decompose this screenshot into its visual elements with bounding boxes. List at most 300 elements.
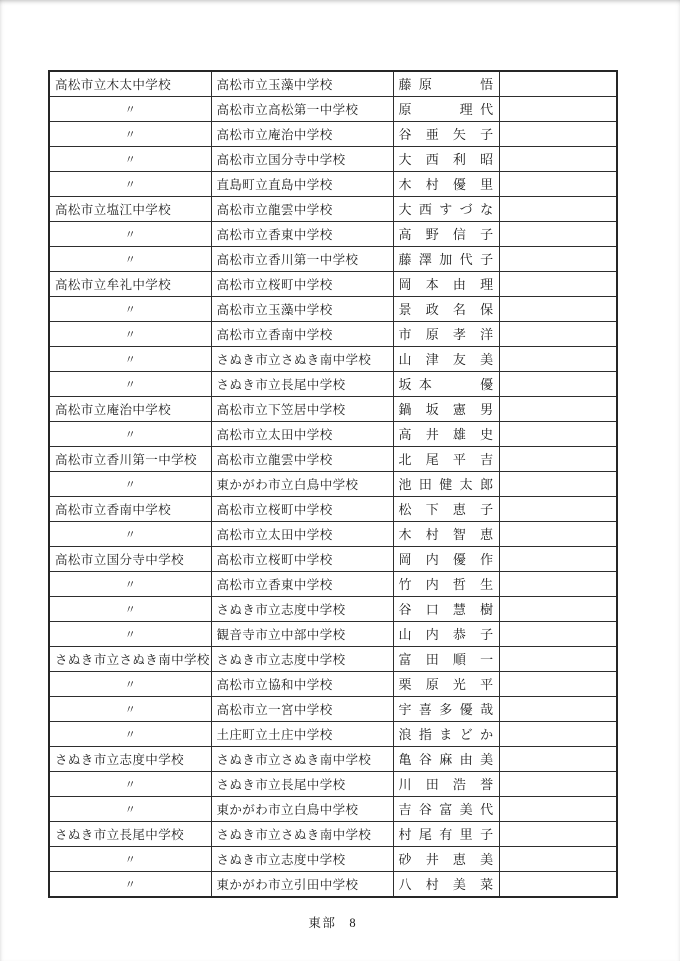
table-row [49, 297, 617, 322]
school-a-cell: 〃 [49, 347, 211, 372]
name-character: 砂 [398, 851, 412, 867]
note-cell [499, 172, 617, 197]
school-a-cell: 〃 [49, 672, 211, 697]
person-name-cell [393, 472, 499, 497]
name-character [419, 103, 432, 116]
name-character: 多 [439, 701, 453, 717]
name-character: 富 [439, 801, 453, 817]
person-name [399, 753, 494, 766]
name-character: 木 [398, 526, 412, 542]
person-name [399, 353, 494, 366]
note-cell [499, 372, 617, 397]
name-character: ど [459, 726, 474, 742]
name-character: 村 [398, 826, 412, 842]
name-character: 理 [459, 101, 474, 117]
name-character: 健 [439, 476, 453, 492]
person-name-cell [393, 322, 499, 347]
name-character: 富 [398, 651, 412, 667]
name-character: 智 [452, 526, 467, 542]
school-b-cell: さぬき市立長尾中学校 [211, 772, 393, 797]
person-name-cell [393, 797, 499, 822]
school-b-cell: 東かがわ市立引田中学校 [211, 872, 393, 898]
person-name [399, 603, 494, 616]
school-b-cell: 東かがわ市立白鳥中学校 [211, 472, 393, 497]
table-row [49, 822, 617, 847]
note-cell [499, 822, 617, 847]
name-character: 松 [398, 501, 412, 517]
name-character: 由 [459, 751, 474, 767]
name-character: 美 [480, 751, 494, 767]
school-a-cell: 〃 [49, 422, 211, 447]
name-character: 代 [480, 801, 494, 817]
table-row [49, 622, 617, 647]
name-character: 利 [452, 151, 467, 167]
note-cell [499, 122, 617, 147]
school-a-cell: 〃 [49, 522, 211, 547]
name-character: 本 [425, 276, 440, 292]
school-b-cell: 高松市立桜町中学校 [211, 272, 393, 297]
note-cell [499, 672, 617, 697]
name-character: 政 [425, 301, 440, 317]
name-character: 亀 [398, 751, 412, 767]
person-name-cell [393, 447, 499, 472]
name-character: 名 [452, 301, 467, 317]
person-name [399, 853, 494, 866]
person-name [399, 703, 494, 716]
name-character [460, 78, 473, 91]
name-character [439, 378, 452, 391]
name-character: 平 [480, 676, 494, 692]
school-b-cell: さぬき市立志度中学校 [211, 847, 393, 872]
name-character: 山 [398, 351, 412, 367]
table-row [49, 322, 617, 347]
school-a-cell: 高松市立庵治中学校 [49, 397, 211, 422]
name-character: 内 [425, 626, 440, 642]
note-cell [499, 497, 617, 522]
table-row [49, 197, 617, 222]
table-row [49, 147, 617, 172]
name-character: 史 [480, 426, 494, 442]
name-character: 谷 [398, 126, 412, 142]
person-name-cell [393, 422, 499, 447]
name-character: 坂 [425, 401, 440, 417]
note-cell [499, 447, 617, 472]
school-a-cell: 〃 [49, 622, 211, 647]
table-row [49, 872, 617, 898]
table-row [49, 397, 617, 422]
school-b-cell: 高松市立一宮中学校 [211, 697, 393, 722]
name-character [439, 103, 452, 116]
footer-section-label: 東部 [308, 916, 337, 930]
name-character: 子 [480, 126, 494, 142]
school-a-cell: 〃 [49, 372, 211, 397]
school-b-cell: 高松市立玉藻中学校 [211, 297, 393, 322]
name-character: 慧 [452, 601, 467, 617]
table-row [49, 597, 617, 622]
table-row [49, 122, 617, 147]
note-cell [499, 772, 617, 797]
name-character: 美 [459, 801, 474, 817]
name-character: 孝 [452, 326, 467, 342]
name-character: 北 [398, 451, 412, 467]
table-row [49, 522, 617, 547]
note-cell [499, 722, 617, 747]
name-character: 高 [398, 426, 412, 442]
note-cell [499, 697, 617, 722]
name-character: 喜 [418, 701, 433, 717]
school-b-cell: さぬき市立志度中学校 [211, 647, 393, 672]
table-row [49, 747, 617, 772]
note-cell [499, 97, 617, 122]
name-character: 菜 [480, 876, 494, 892]
name-character: 原 [398, 101, 412, 117]
table-row [49, 547, 617, 572]
name-character: 里 [480, 176, 494, 192]
name-character: 宇 [398, 701, 412, 717]
school-a-cell: 〃 [49, 797, 211, 822]
school-a-cell: 〃 [49, 297, 211, 322]
name-character: 谷 [418, 801, 433, 817]
name-character: 津 [425, 351, 440, 367]
note-cell [499, 472, 617, 497]
name-character: 大 [398, 151, 412, 167]
school-b-cell: 高松市立龍雲中学校 [211, 447, 393, 472]
name-character: 栗 [398, 676, 412, 692]
school-a-cell: 〃 [49, 222, 211, 247]
school-a-cell: 〃 [49, 872, 211, 898]
person-name-cell [393, 372, 499, 397]
name-character: 男 [480, 401, 494, 417]
name-character: 竹 [398, 576, 412, 592]
person-name-cell [393, 197, 499, 222]
school-b-cell: 東かがわ市立白鳥中学校 [211, 797, 393, 822]
school-b-cell: さぬき市立さぬき南中学校 [211, 822, 393, 847]
table-row [49, 722, 617, 747]
name-character: 原 [425, 676, 440, 692]
person-name-cell [393, 497, 499, 522]
school-b-cell: 高松市立香川第一中学校 [211, 247, 393, 272]
school-b-cell: 高松市立太田中学校 [211, 522, 393, 547]
name-character: 代 [459, 251, 474, 267]
school-b-cell: 直島町立直島中学校 [211, 172, 393, 197]
school-b-cell: 高松市立庵治中学校 [211, 122, 393, 147]
person-name-cell [393, 572, 499, 597]
person-name-cell [393, 172, 499, 197]
name-character: 八 [398, 876, 412, 892]
name-character: 光 [452, 676, 467, 692]
person-name-cell [393, 297, 499, 322]
school-b-cell: 高松市立玉藻中学校 [211, 71, 393, 97]
name-character: 下 [425, 501, 440, 517]
name-character: 谷 [418, 751, 433, 767]
person-name [399, 153, 494, 166]
name-character: 村 [425, 526, 440, 542]
name-character: 昭 [480, 151, 494, 167]
name-character: 吉 [398, 801, 412, 817]
name-character: 景 [398, 301, 412, 317]
person-name [399, 803, 494, 816]
name-character: 谷 [398, 601, 412, 617]
person-name-cell [393, 597, 499, 622]
school-a-cell: さぬき市立志度中学校 [49, 747, 211, 772]
name-character: 田 [425, 651, 440, 667]
person-name-cell [393, 722, 499, 747]
school-a-cell: 高松市立香南中学校 [49, 497, 211, 522]
person-name [399, 428, 494, 441]
note-cell [499, 747, 617, 772]
school-a-cell: 〃 [49, 147, 211, 172]
name-character: 大 [398, 201, 412, 217]
person-name-cell [393, 71, 499, 97]
school-a-cell: 高松市立塩江中学校 [49, 197, 211, 222]
name-character: 友 [452, 351, 467, 367]
school-a-cell: 高松市立国分寺中学校 [49, 547, 211, 572]
name-character: 川 [398, 776, 412, 792]
school-a-cell: 〃 [49, 572, 211, 597]
name-character: 恵 [452, 851, 467, 867]
person-name [399, 528, 494, 541]
name-character: 保 [480, 301, 494, 317]
person-name-cell [393, 147, 499, 172]
name-character: 山 [398, 626, 412, 642]
person-name-cell [393, 772, 499, 797]
school-a-cell: 〃 [49, 772, 211, 797]
person-name [399, 303, 494, 316]
table-row [49, 247, 617, 272]
person-name-cell [393, 347, 499, 372]
person-name-cell [393, 522, 499, 547]
name-character: 信 [452, 226, 467, 242]
name-character: 亜 [425, 126, 440, 142]
person-name-cell [393, 847, 499, 872]
table-row [49, 697, 617, 722]
note-cell [499, 147, 617, 172]
name-character: 美 [480, 851, 494, 867]
name-character: 誉 [480, 776, 494, 792]
person-name [399, 278, 494, 291]
school-a-cell: 〃 [49, 472, 211, 497]
name-character: 雄 [452, 426, 467, 442]
name-character: 口 [425, 601, 440, 617]
name-character: づ [459, 201, 474, 217]
school-a-cell: 〃 [49, 722, 211, 747]
note-cell [499, 197, 617, 222]
name-character: 哲 [452, 576, 467, 592]
table-row [49, 97, 617, 122]
footer-page-number: 8 [349, 916, 356, 930]
name-character: 西 [418, 201, 433, 217]
school-a-cell: 〃 [49, 697, 211, 722]
person-name [399, 128, 494, 141]
name-character: 子 [480, 826, 494, 842]
name-character: 尾 [425, 451, 440, 467]
table-row [49, 172, 617, 197]
name-character: 有 [439, 826, 453, 842]
table-row [49, 222, 617, 247]
name-character: 恵 [452, 501, 467, 517]
name-character: 優 [452, 176, 467, 192]
name-character: 鍋 [398, 401, 412, 417]
person-name-cell [393, 272, 499, 297]
person-name [399, 678, 494, 691]
person-name-cell [393, 622, 499, 647]
name-character: 指 [418, 726, 433, 742]
table-row [49, 422, 617, 447]
person-name [399, 478, 494, 491]
person-name-cell [393, 872, 499, 898]
name-character: 岡 [398, 551, 412, 567]
name-character: 恵 [480, 526, 494, 542]
note-cell [499, 272, 617, 297]
note-cell [499, 71, 617, 97]
name-character: 市 [398, 326, 412, 342]
person-name [399, 203, 494, 216]
school-b-cell: 高松市立下笠居中学校 [211, 397, 393, 422]
school-a-cell: 〃 [49, 122, 211, 147]
person-name [399, 578, 494, 591]
name-character: 優 [459, 701, 474, 717]
name-character: 麻 [439, 751, 453, 767]
table-row [49, 572, 617, 597]
person-name [399, 878, 494, 891]
name-character: 井 [425, 426, 440, 442]
note-cell [499, 322, 617, 347]
name-character: 本 [418, 376, 433, 392]
school-b-cell: さぬき市立さぬき南中学校 [211, 347, 393, 372]
school-b-cell: 高松市立太田中学校 [211, 422, 393, 447]
school-b-cell: 高松市立桜町中学校 [211, 497, 393, 522]
person-name [399, 728, 494, 741]
table-row [49, 347, 617, 372]
name-character: な [480, 201, 494, 217]
name-character: 由 [452, 276, 467, 292]
name-character: 井 [425, 851, 440, 867]
name-character: 矢 [452, 126, 467, 142]
note-cell [499, 297, 617, 322]
name-character: 子 [480, 226, 494, 242]
school-a-cell: 高松市立香川第一中学校 [49, 447, 211, 472]
name-character: 優 [452, 551, 467, 567]
table-row [49, 272, 617, 297]
school-b-cell: さぬき市立長尾中学校 [211, 372, 393, 397]
name-character: 田 [425, 776, 440, 792]
person-name [399, 228, 494, 241]
table-row [49, 797, 617, 822]
name-character: 理 [480, 276, 494, 292]
name-character: 哉 [480, 701, 494, 717]
person-name-cell [393, 672, 499, 697]
name-character: 田 [418, 476, 433, 492]
name-character [460, 378, 473, 391]
person-name [399, 453, 494, 466]
school-a-cell: 〃 [49, 247, 211, 272]
person-name [399, 378, 494, 391]
person-name-cell [393, 122, 499, 147]
name-character: 内 [425, 576, 440, 592]
person-name [399, 628, 494, 641]
name-character: 代 [480, 101, 494, 117]
name-character: 浪 [398, 726, 412, 742]
name-character: 尾 [418, 826, 433, 842]
school-a-cell: 〃 [49, 322, 211, 347]
person-name-cell [393, 697, 499, 722]
school-b-cell: 高松市立桜町中学校 [211, 547, 393, 572]
note-cell [499, 847, 617, 872]
person-name-cell [393, 97, 499, 122]
name-character: 高 [398, 226, 412, 242]
name-character: 順 [452, 651, 467, 667]
note-cell [499, 597, 617, 622]
person-name-cell [393, 397, 499, 422]
person-name-cell [393, 822, 499, 847]
name-character: 恭 [452, 626, 467, 642]
name-character: 村 [425, 176, 440, 192]
name-character: 澤 [418, 251, 433, 267]
note-cell [499, 522, 617, 547]
school-b-cell: 高松市立高松第一中学校 [211, 97, 393, 122]
name-character: す [439, 201, 453, 217]
name-character: 藤 [398, 76, 412, 92]
school-b-cell: 高松市立香東中学校 [211, 222, 393, 247]
person-name [399, 828, 494, 841]
name-character: 平 [452, 451, 467, 467]
school-a-cell: 高松市立木太中学校 [49, 71, 211, 97]
school-a-cell: さぬき市立さぬき南中学校 [49, 647, 211, 672]
table-row [49, 372, 617, 397]
school-b-cell: 観音寺市立中部中学校 [211, 622, 393, 647]
name-character: 悟 [480, 76, 494, 92]
name-character: 村 [425, 876, 440, 892]
name-character: 憲 [452, 401, 467, 417]
table-row [49, 71, 617, 97]
person-name [399, 103, 494, 116]
person-name [399, 653, 494, 666]
name-character: 生 [480, 576, 494, 592]
name-character: 美 [480, 351, 494, 367]
name-character: 優 [480, 376, 494, 392]
table-row [49, 447, 617, 472]
note-cell [499, 422, 617, 447]
name-character: 里 [459, 826, 474, 842]
person-name-cell [393, 747, 499, 772]
note-cell [499, 647, 617, 672]
name-character: 一 [480, 651, 494, 667]
name-character: ま [439, 726, 453, 742]
person-name-cell [393, 647, 499, 672]
person-name [399, 503, 494, 516]
table-row [49, 772, 617, 797]
person-name-cell [393, 222, 499, 247]
note-cell [499, 397, 617, 422]
note-cell [499, 622, 617, 647]
person-name [399, 403, 494, 416]
name-character: 吉 [480, 451, 494, 467]
name-character: 野 [425, 226, 440, 242]
note-cell [499, 247, 617, 272]
person-name-cell [393, 247, 499, 272]
name-character: 原 [425, 326, 440, 342]
page-footer [48, 913, 616, 931]
name-character: 樹 [480, 601, 494, 617]
name-character: 浩 [452, 776, 467, 792]
school-b-cell: さぬき市立志度中学校 [211, 597, 393, 622]
note-cell [499, 547, 617, 572]
school-b-cell: 高松市立香南中学校 [211, 322, 393, 347]
name-character: 原 [418, 76, 433, 92]
name-character: 子 [480, 626, 494, 642]
person-name [399, 178, 494, 191]
school-a-cell: 〃 [49, 597, 211, 622]
